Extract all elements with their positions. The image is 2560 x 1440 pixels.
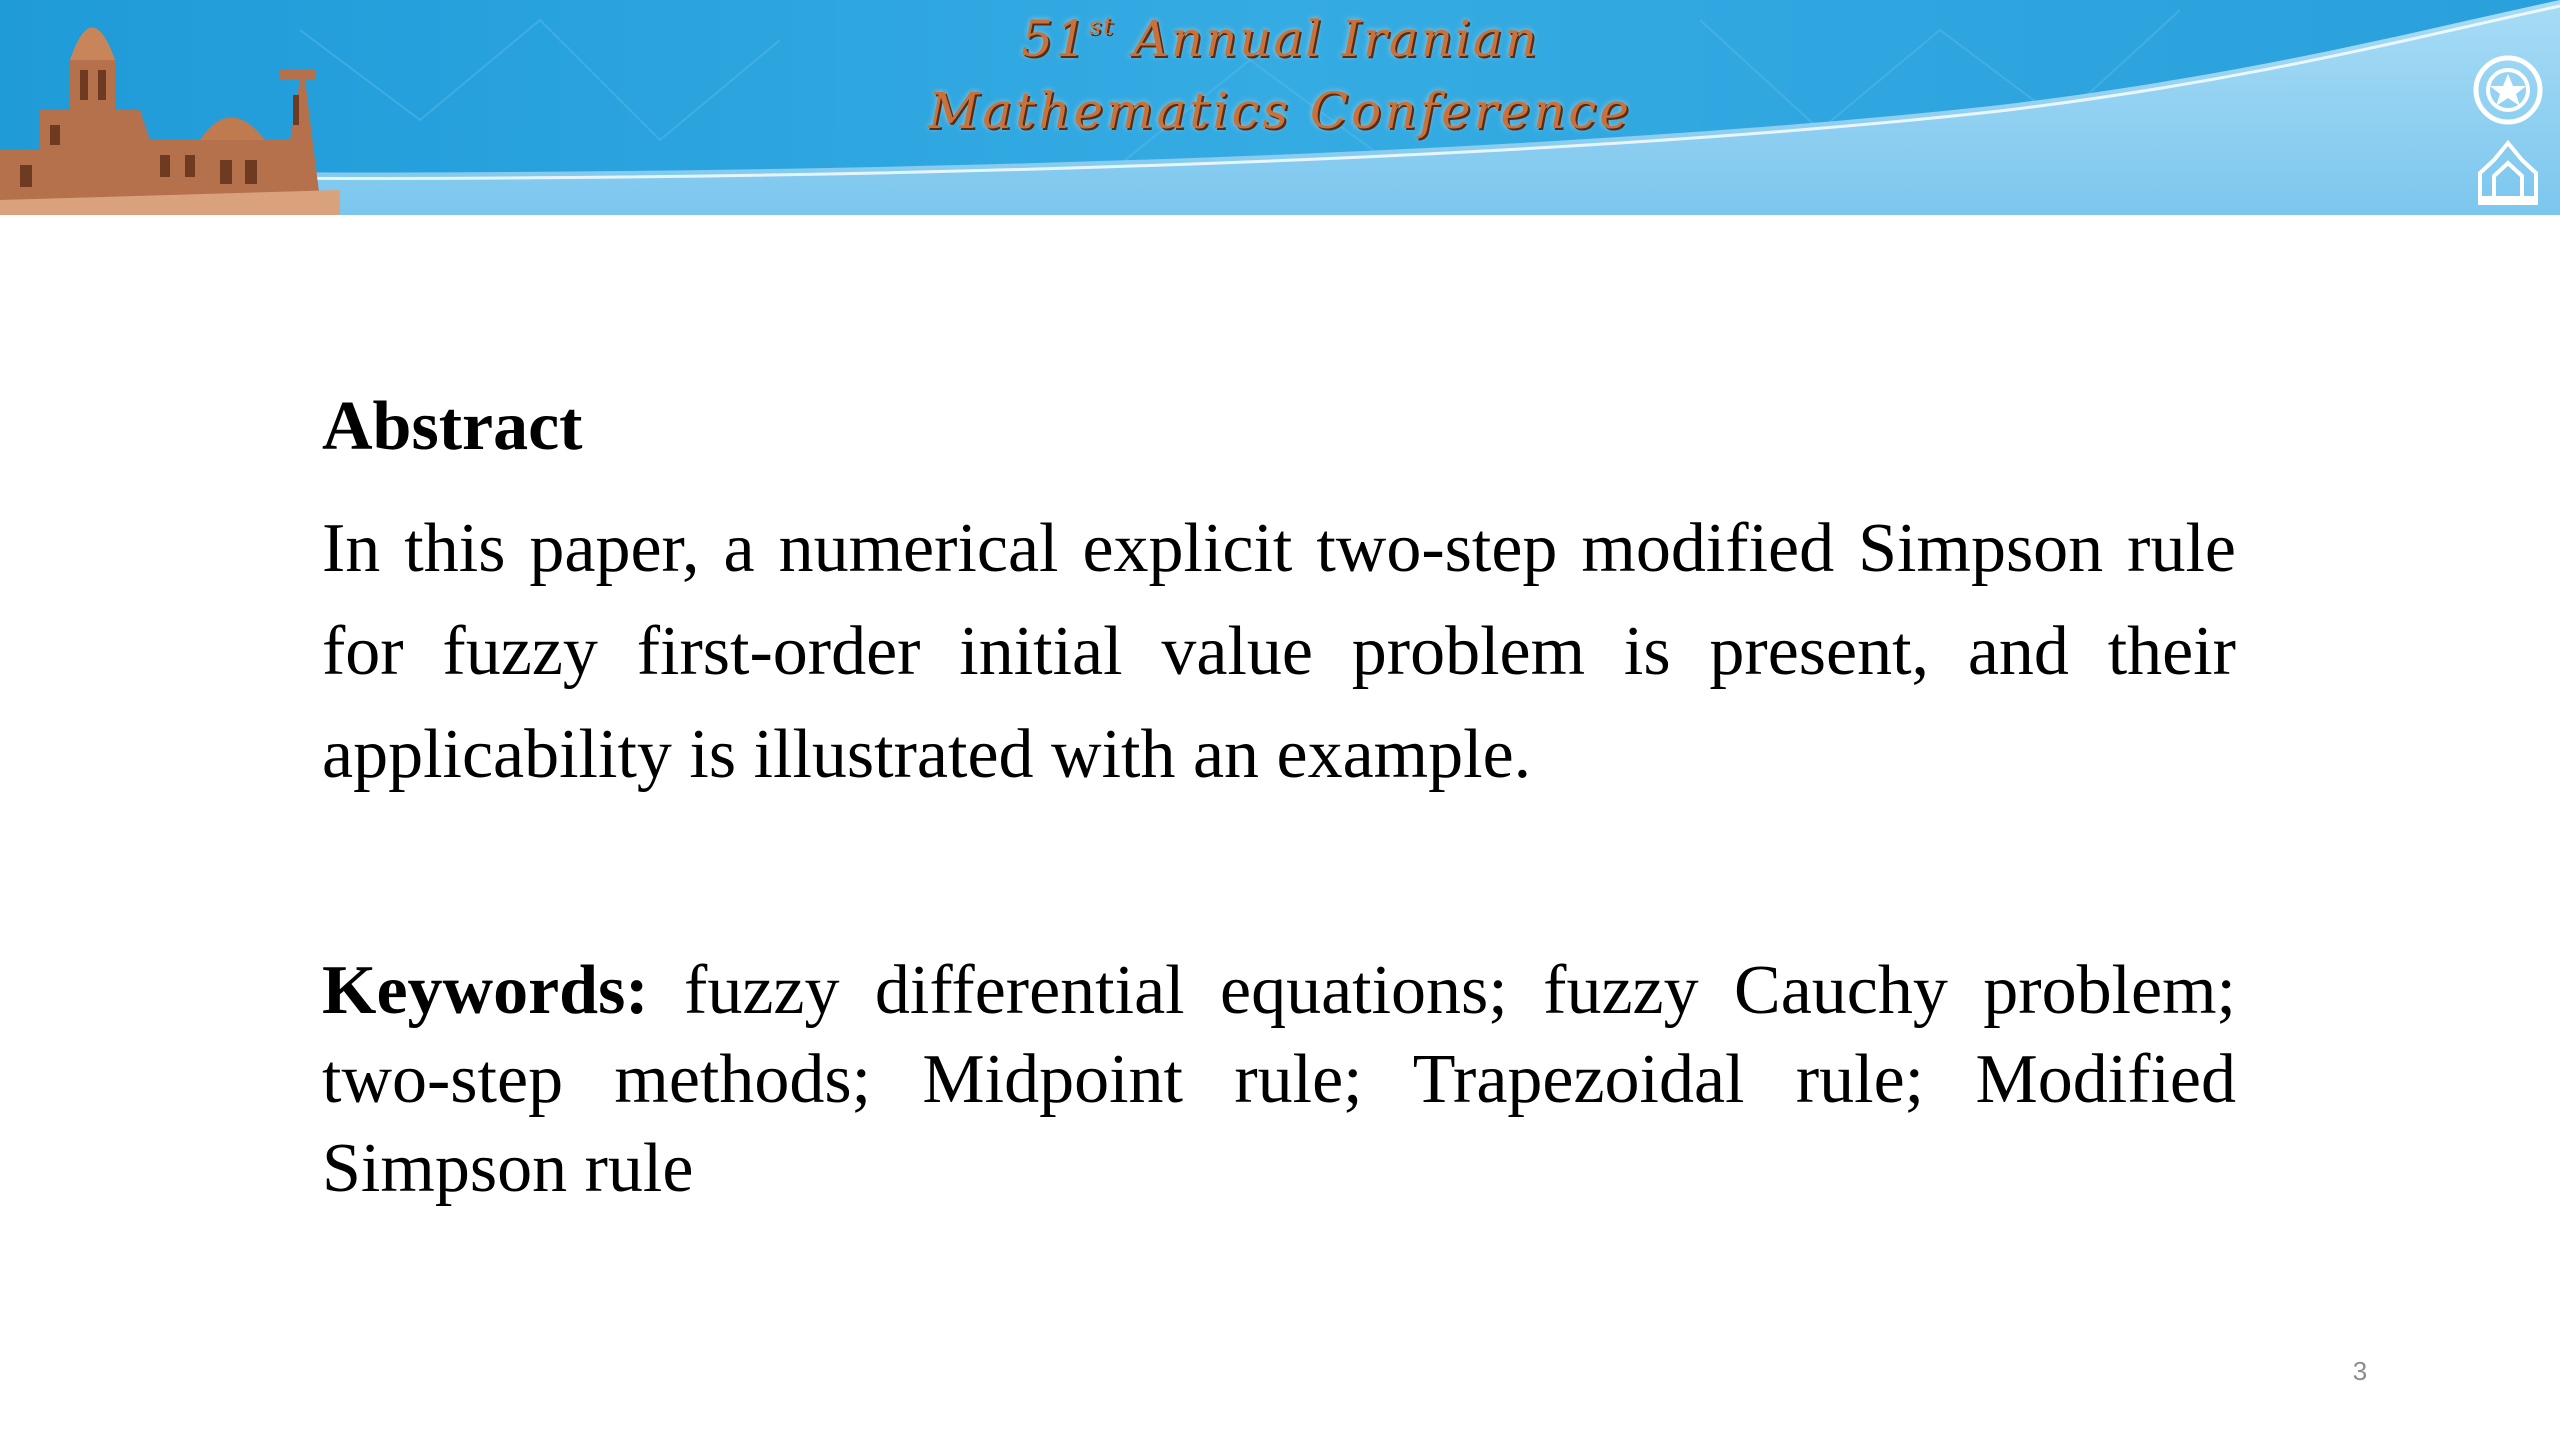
abstract-heading: Abstract <box>322 388 583 465</box>
conference-title-line2: Mathematics Conference <box>928 82 1632 140</box>
conference-title-line1: 51st Annual Iranian <box>1021 10 1539 68</box>
page-number: 3 <box>2352 1356 2368 1386</box>
keywords-text: fuzzy differential equations; fuzzy Cauchy problem; two-step methods; Midpoint rule; Trapezoidal rule; Modified Simpson rule <box>322 952 2236 1207</box>
abstract-text: In this paper, a numerical explicit two-step modified Simpson rule for fuzzy first-order initial value problem is present, and their applicability is illustrated with an example. <box>322 510 2236 793</box>
slide-content <box>322 385 2236 1213</box>
keywords-paragraph <box>322 946 2236 1213</box>
conference-title <box>0 4 2560 140</box>
university-logo <box>2468 48 2548 208</box>
conference-banner <box>0 0 2560 215</box>
keywords-label: Keywords: <box>322 952 649 1029</box>
